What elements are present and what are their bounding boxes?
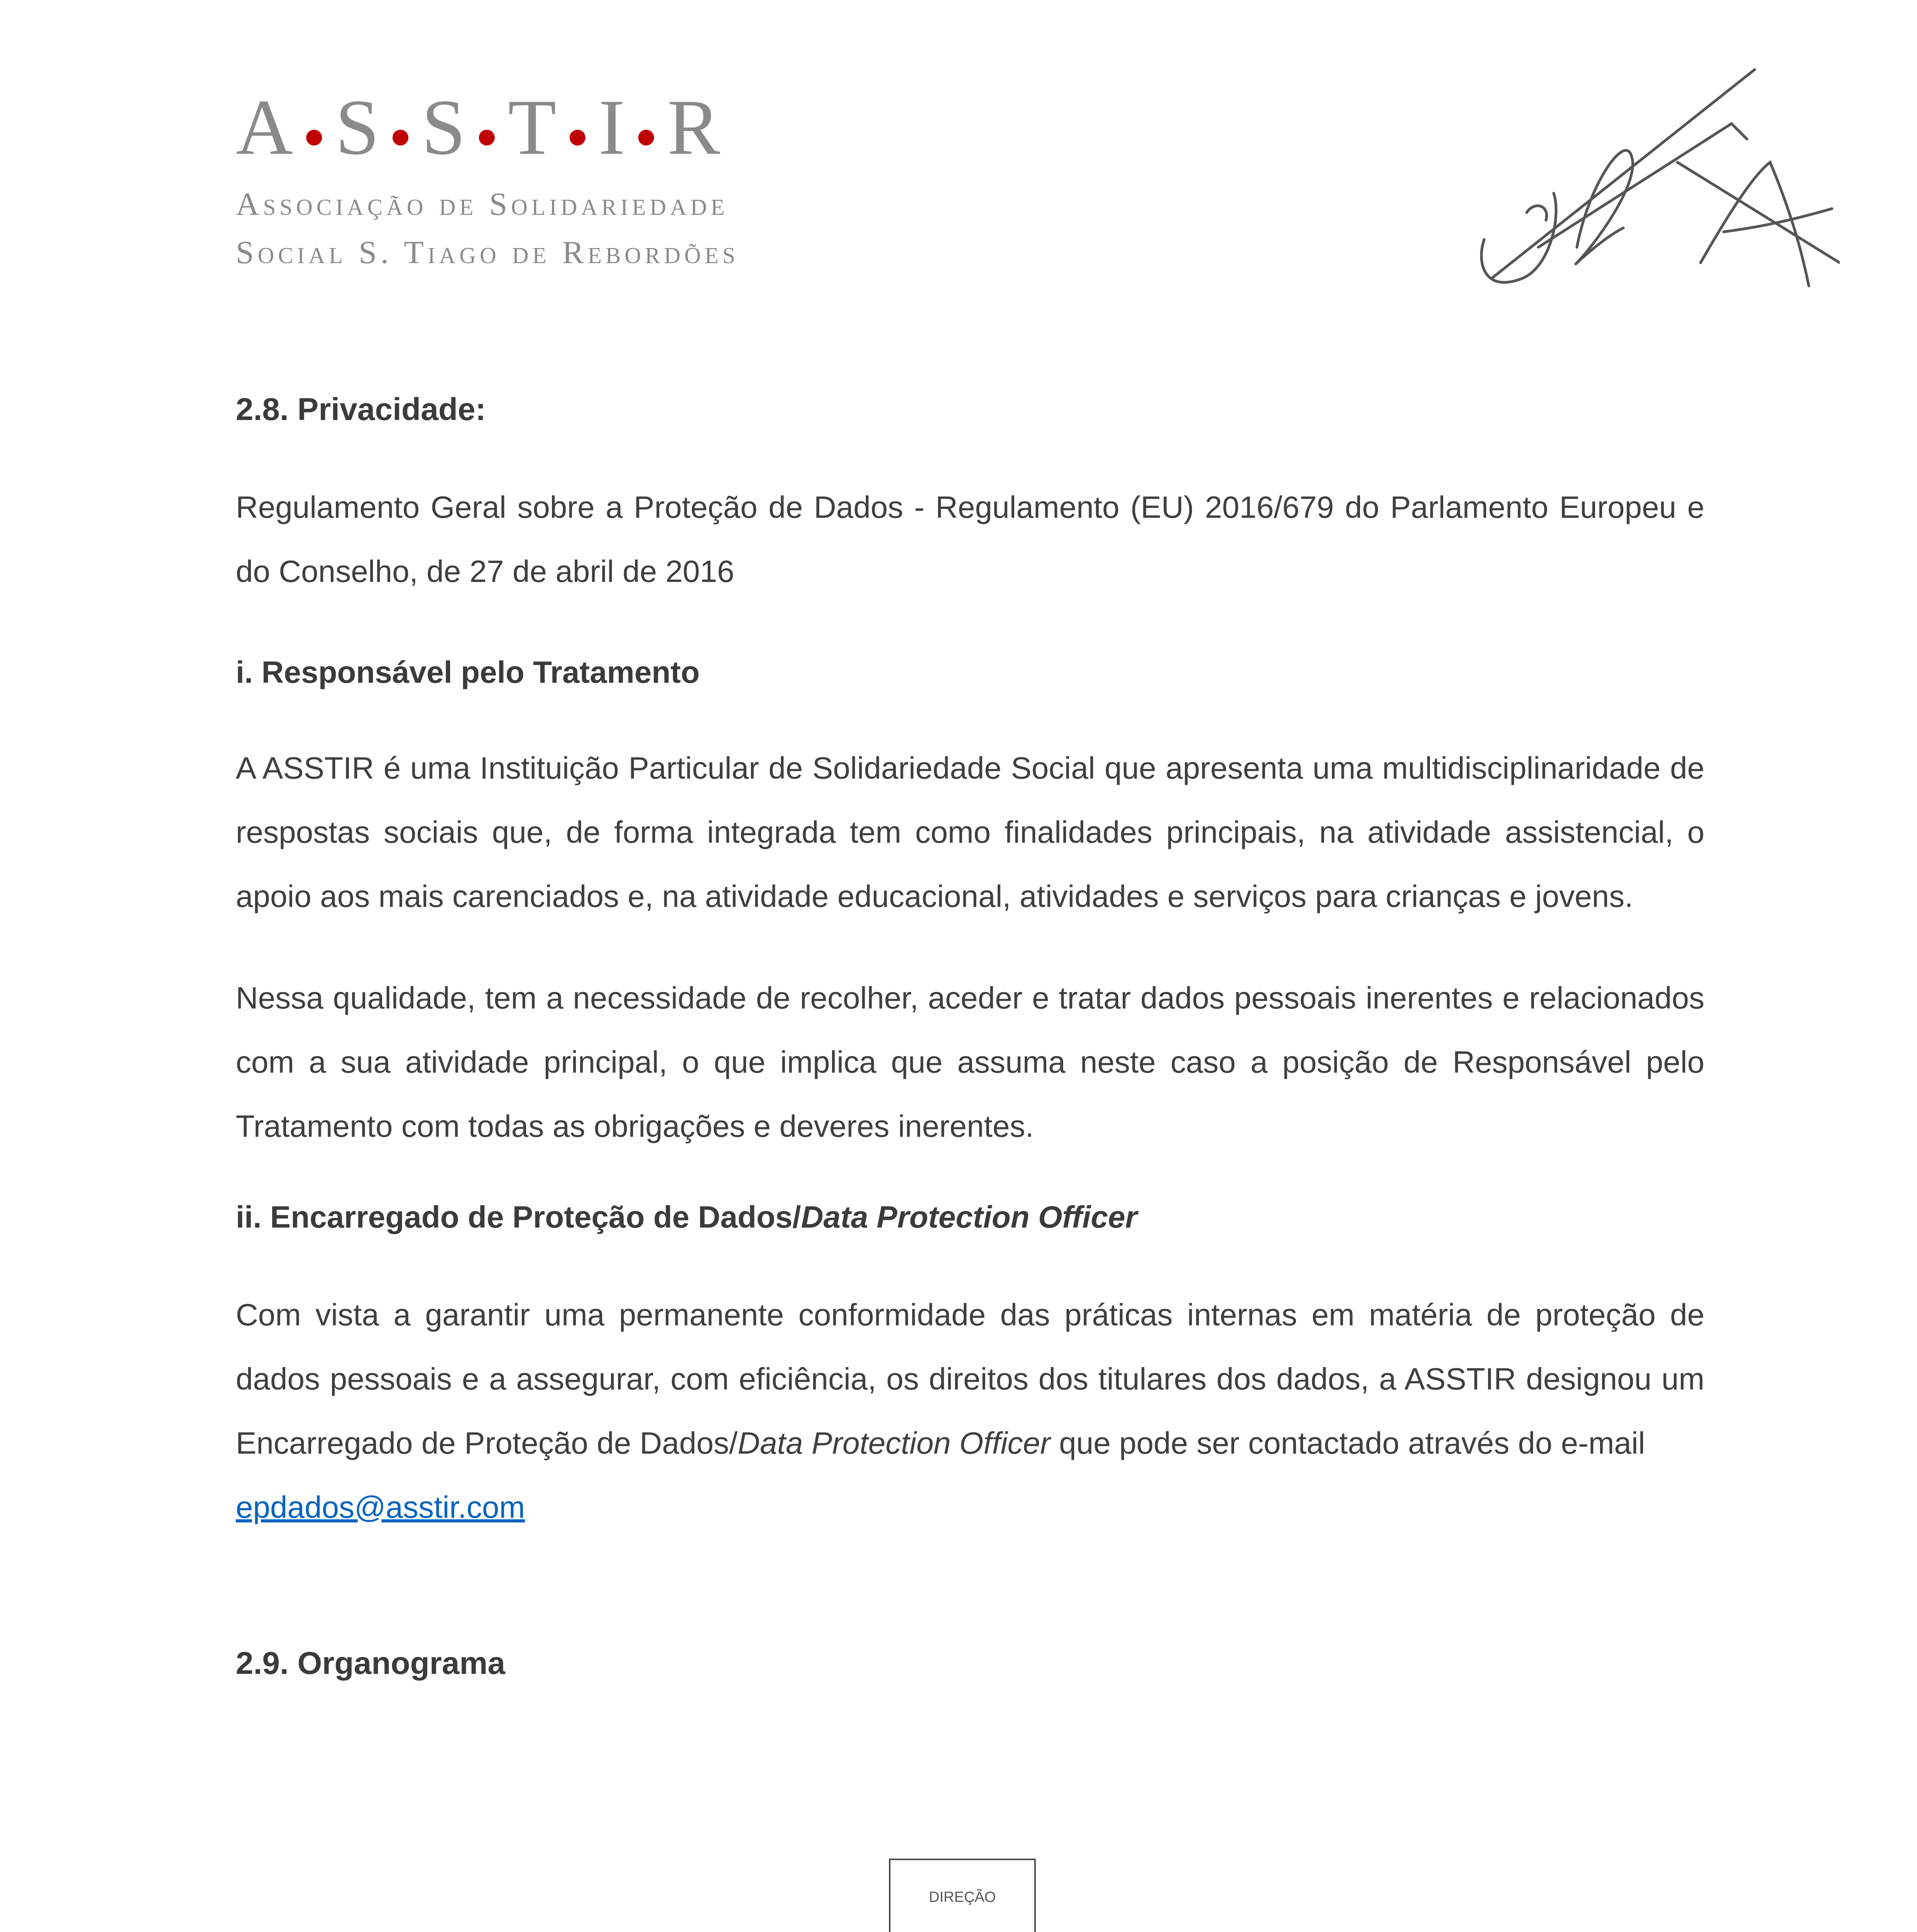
section-org [236,1644,1704,1683]
controller-paragraph-2 [236,966,1704,1158]
logo-dot-icon: ● [635,115,661,156]
controller-paragraph-1 [236,736,1704,929]
dpo-paragraph [236,1283,1704,1539]
handwritten-signature [1461,46,1840,317]
org-box-direcao: DIREÇÃO [889,1859,1036,1932]
privacy-intro [236,475,1704,604]
logo-subtitle-2: Social S. Tiago de Rebordões [236,234,739,270]
dpo-text-part: que pode ser contactado através do e-mail [1050,1426,1645,1460]
subsection-dpo [236,1198,1704,1236]
logo-letter: R [667,83,724,171]
privacy-intro-text: Regulamento Geral sobre a Proteção de Dados - Regulamento (EU) 2016/679 do Parlamento Europeu e do Conselho, de 27 de abril de 2016 [236,490,1704,588]
logo-letter: S [421,83,469,171]
logo-letter: I [598,83,628,171]
dpo-text-italic: Data Protection Officer [737,1426,1050,1460]
logo-dot-icon: ● [475,115,501,156]
email-link[interactable]: epdados@asstir.com [236,1490,525,1524]
controller-text-1: A ASSTIR é uma Instituição Particular de Solidariedade Social que apresenta uma multidisciplinaridade de respostas sociais que, de forma integrada tem como finalidades principais, na atividade assistencial, o apoio aos mais carenciados e, na atividade educacional, atividades e serviços para crianças e jovens. [236,751,1704,913]
asstir-logo [236,83,815,277]
section-title-org: 2.9. Organograma [236,1646,506,1681]
dpo-text-part: Com vista a garantir uma permanente conformidade das práticas internas em matéria de proteção de dados pessoais e a assegurar, com eficiência, os direitos dos titulares dos dados, a ASSTIR designou um Encarregado de Proteção de Dados/ [236,1298,1704,1460]
logo-subtitle-1: Associação de Solidariedade [236,186,729,222]
logo-acronym [236,83,815,180]
dpo-text [236,1283,1704,1475]
controller-text-2: Nessa qualidade, tem a necessidade de recolher, aceder e tratar dados pessoais inerentes e relacionados com a sua atividade principal, o que implica que assuma neste caso a posição de Responsável pelo Tratamento com todas as obrigações e deveres inerentes. [236,981,1704,1143]
logo-dot-icon: ● [389,115,415,156]
dpo-title-italic: Data Protection Officer [801,1200,1137,1234]
logo-letter: T [508,83,560,171]
dpo-title-part: ii. Encarregado de Proteção de Dados/ [236,1200,801,1234]
section-title-privacy: 2.8. Privacidade: [236,392,486,427]
subsection-title-controller: i. Responsável pelo Tratamento [236,655,700,689]
logo-letter: S [335,83,383,171]
logo-dot-icon: ● [303,115,329,156]
subsection-title-dpo [236,1198,1704,1236]
logo-dot-icon: ● [566,115,592,156]
logo-letter: A [236,83,296,171]
section-privacy [236,390,1704,429]
subsection-controller [236,653,1704,692]
